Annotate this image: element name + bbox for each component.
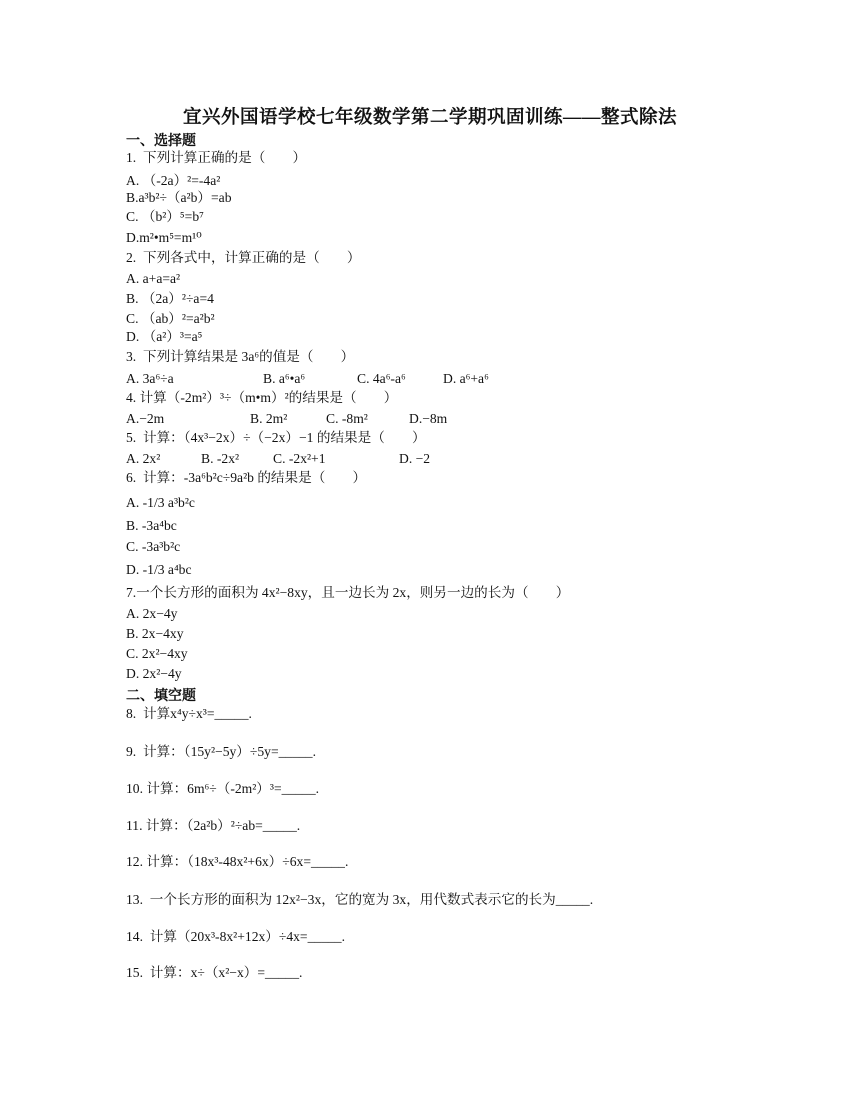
question-7-option-a: A. 2x−4y bbox=[126, 606, 178, 621]
question-6-option-b: B. -3a⁴bc bbox=[126, 518, 177, 533]
question-5-option-a: A. 2x² bbox=[126, 451, 161, 466]
question-2-stem: 2. 下列各式中，计算正确的是（ ） bbox=[126, 250, 361, 265]
question-3-option-c: C. 4a⁶-a⁶ bbox=[357, 371, 406, 386]
question-7-stem: 7.一个长方形的面积为 4x²−8xy，且一边长为 2x，则另一边的长为（ ） bbox=[126, 585, 570, 600]
fill-question-14: 14. 计算（20x³-8x²+12x）÷4x=_____. bbox=[126, 929, 345, 944]
question-2-option-b: B. （2a）²÷a=4 bbox=[126, 291, 214, 306]
question-4-option-d: D.−8m bbox=[409, 411, 448, 426]
question-5-stem: 5. 计算：（4x³−2x）÷（−2x）−1 的结果是（ ） bbox=[126, 430, 426, 445]
fill-question-15: 15. 计算：x÷（x²−x）=_____. bbox=[126, 965, 303, 980]
section-heading-choice: 一、选择题 bbox=[126, 133, 196, 149]
section-heading-fill-in: 二、填空题 bbox=[126, 688, 196, 704]
fill-question-8: 8. 计算x⁴y÷x³=_____. bbox=[126, 706, 252, 721]
fill-question-12: 12. 计算：（18x³-48x²+6x）÷6x=_____. bbox=[126, 854, 349, 869]
question-1-stem: 1. 下列计算正确的是（ ） bbox=[126, 150, 307, 165]
question-1-option-b: B.a³b²÷（a²b）=ab bbox=[126, 190, 232, 205]
fill-question-10: 10. 计算：6m⁶÷（-2m²）³=_____. bbox=[126, 781, 320, 796]
question-2-option-a: A. a+a=a² bbox=[126, 271, 181, 286]
question-4-option-a: A.−2m bbox=[126, 411, 165, 426]
page-title: 宜兴外国语学校七年级数学第二学期巩固训练——整式除法 bbox=[182, 108, 677, 128]
question-6-stem: 6. 计算：-3a⁶b²c÷9a²b 的结果是（ ） bbox=[126, 470, 367, 485]
question-4-stem: 4. 计算（-2m²）³÷（m•m）²的结果是（ ） bbox=[126, 390, 398, 405]
question-6-option-d: D. -1/3 a⁴bc bbox=[126, 562, 192, 577]
question-3-stem: 3. 下列计算结果是 3a⁶的值是（ ） bbox=[126, 349, 355, 364]
question-1-option-a: A. （-2a）²=-4a² bbox=[126, 173, 221, 188]
question-7-option-c: C. 2x²−4xy bbox=[126, 646, 188, 661]
fill-question-13: 13. 一个长方形的面积为 12x²−3x，它的宽为 3x，用代数式表示它的长为_____. bbox=[126, 892, 594, 907]
question-5-option-c: C. -2x²+1 bbox=[273, 451, 326, 466]
question-3-option-d: D. a⁶+a⁶ bbox=[443, 371, 489, 386]
question-3-option-b: B. a⁶•a⁶ bbox=[263, 371, 306, 386]
fill-question-9: 9. 计算：（15y²−5y）÷5y=_____. bbox=[126, 744, 316, 759]
question-1-option-d: D.m²•m⁵=m¹⁰ bbox=[126, 230, 202, 245]
question-2-option-c: C. （ab）²=a²b² bbox=[126, 311, 215, 326]
question-3-option-a: A. 3a⁶÷a bbox=[126, 371, 174, 386]
question-1-option-c: C. （b²）⁵=b⁷ bbox=[126, 209, 204, 224]
question-4-option-c: C. -8m² bbox=[326, 411, 368, 426]
fill-question-11: 11. 计算：（2a²b）²÷ab=_____. bbox=[126, 818, 301, 833]
question-7-option-d: D. 2x²−4y bbox=[126, 666, 182, 681]
question-6-option-c: C. -3a³b²c bbox=[126, 539, 181, 554]
question-5-option-b: B. -2x² bbox=[201, 451, 240, 466]
question-7-option-b: B. 2x−4xy bbox=[126, 626, 184, 641]
question-5-option-d: D. −2 bbox=[399, 451, 431, 466]
question-2-option-d: D. （a²）³=a⁵ bbox=[126, 329, 203, 344]
question-4-option-b: B. 2m² bbox=[250, 411, 288, 426]
question-6-option-a: A. -1/3 a³b²c bbox=[126, 495, 195, 510]
